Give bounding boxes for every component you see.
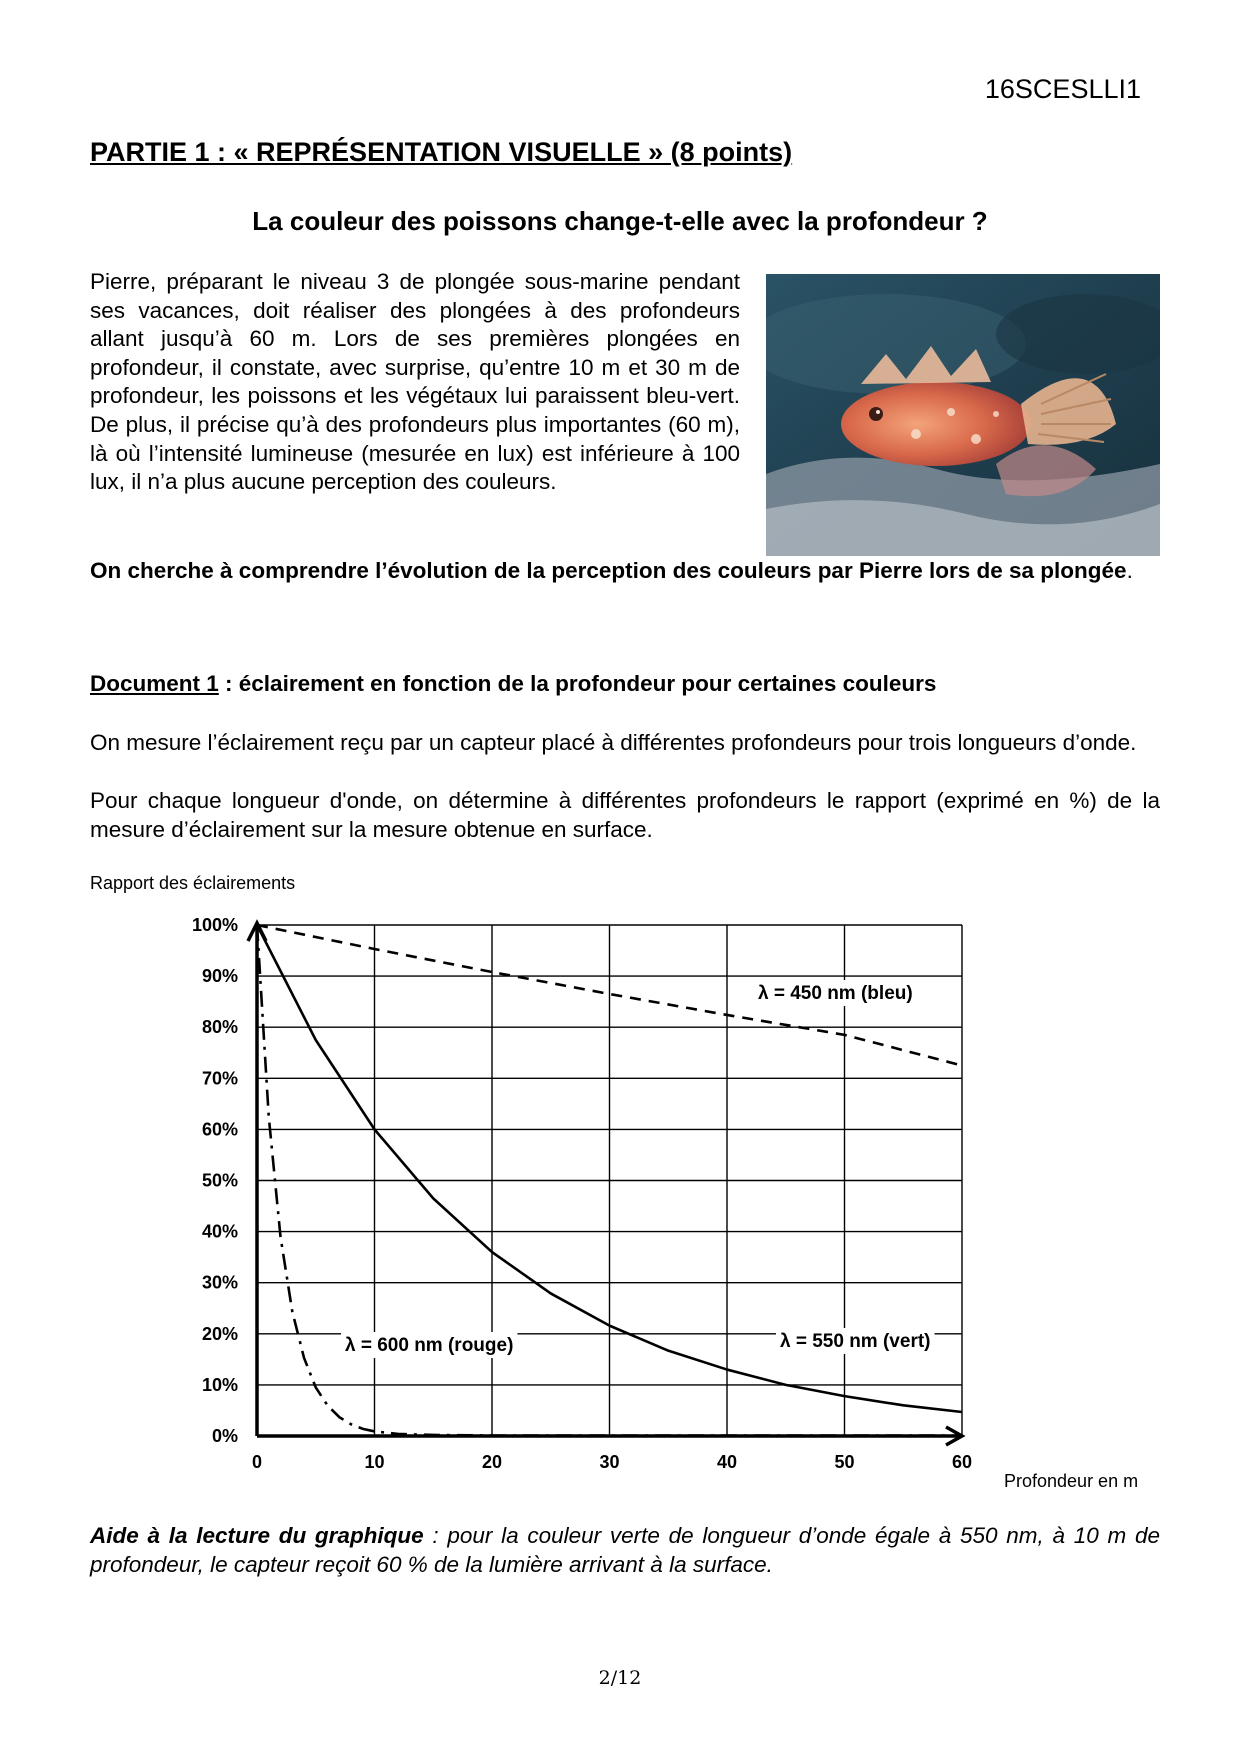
reading-help-text: : pour la couleur verte de longueur d’onde égale à 550 nm, à 10 m de profondeur, le capteur reçoit 60 % de la lumière arrivant à la surface. bbox=[90, 1523, 1160, 1577]
x-tick-label: 0 bbox=[251, 1452, 263, 1472]
document-code: 16SCESLLI1 bbox=[984, 74, 1141, 104]
reading-help-bold: Aide à la lecture du graphique bbox=[90, 1523, 424, 1548]
chart-x-axis-label: Profondeur en m bbox=[1004, 1471, 1139, 1491]
x-tick-label: 10 bbox=[364, 1452, 385, 1472]
document1-paragraph-2: Pour chaque longueur d'onde, on détermine à différentes profondeurs le rapport (exprimé en %) de la mesure d’éclairement sur la mesure obtenue en surface. bbox=[90, 788, 1160, 842]
x-tick-label: 40 bbox=[716, 1452, 738, 1472]
goal-bold: On cherche à comprendre l’évolution de la perception des couleurs par Pierre lors de sa plongée bbox=[90, 558, 1127, 583]
x-tick-label: 20 bbox=[481, 1452, 503, 1472]
y-tick-label: 30% bbox=[201, 1272, 238, 1293]
reading-help bbox=[90, 1521, 1160, 1579]
label-red-600nm: λ = 600 nm (rouge) bbox=[345, 1335, 514, 1356]
x-tick-label: 50 bbox=[834, 1452, 855, 1472]
y-tick-label: 60% bbox=[201, 1119, 238, 1140]
document1-label: Document 1 bbox=[90, 671, 219, 696]
y-tick-label: 70% bbox=[201, 1068, 238, 1089]
label-green-550nm: λ = 550 nm (vert) bbox=[780, 1331, 931, 1352]
x-tick-label: 30 bbox=[599, 1452, 620, 1472]
y-tick-label: 90% bbox=[201, 966, 238, 987]
page-number: 2/12 bbox=[598, 1667, 642, 1689]
document1-paragraph-1: On mesure l’éclairement reçu par un capteur placé à différentes profondeurs pour trois longueurs d’onde. bbox=[90, 730, 1137, 755]
y-tick-label: 50% bbox=[201, 1170, 238, 1191]
x-tick-label: 60 bbox=[951, 1452, 973, 1472]
chart-y-axis-label: Rapport des éclairements bbox=[90, 873, 296, 893]
label-blue-450nm: λ = 450 nm (bleu) bbox=[758, 983, 913, 1004]
y-tick-label: 80% bbox=[201, 1017, 238, 1038]
part-title: PARTIE 1 : « REPRÉSENTATION VISUELLE » (8 points) bbox=[90, 137, 793, 167]
y-tick-label: 40% bbox=[201, 1221, 238, 1242]
intro-paragraph: Pierre, préparant le niveau 3 de plongée sous-marine pendant ses vacances, doit réaliser des plongées à des profondeurs allant jusqu’à 60 m. Lors de ses premières plongées en profondeur, il constate, avec surprise, qu’entre 10 m et 30 m de profondeur, les poissons et les végétaux lui paraissent bleu-vert. De plus, il précise qu’à des profondeurs plus importantes (60 m), là où l’intensité lumineuse (mesurée en lux) est inférieure à 100 lux, il n’a plus aucune perception des couleurs. bbox=[90, 269, 740, 495]
y-tick-label: 100% bbox=[191, 915, 238, 935]
y-tick-label: 10% bbox=[201, 1374, 238, 1395]
y-tick-label: 0% bbox=[211, 1426, 238, 1446]
main-question: La couleur des poissons change-t-elle avec la profondeur ? bbox=[252, 206, 988, 236]
goal-end: . bbox=[1126, 558, 1133, 583]
document1-title: : éclairement en fonction de la profondeur pour certaines couleurs bbox=[218, 671, 937, 696]
y-tick-label: 20% bbox=[201, 1323, 238, 1344]
